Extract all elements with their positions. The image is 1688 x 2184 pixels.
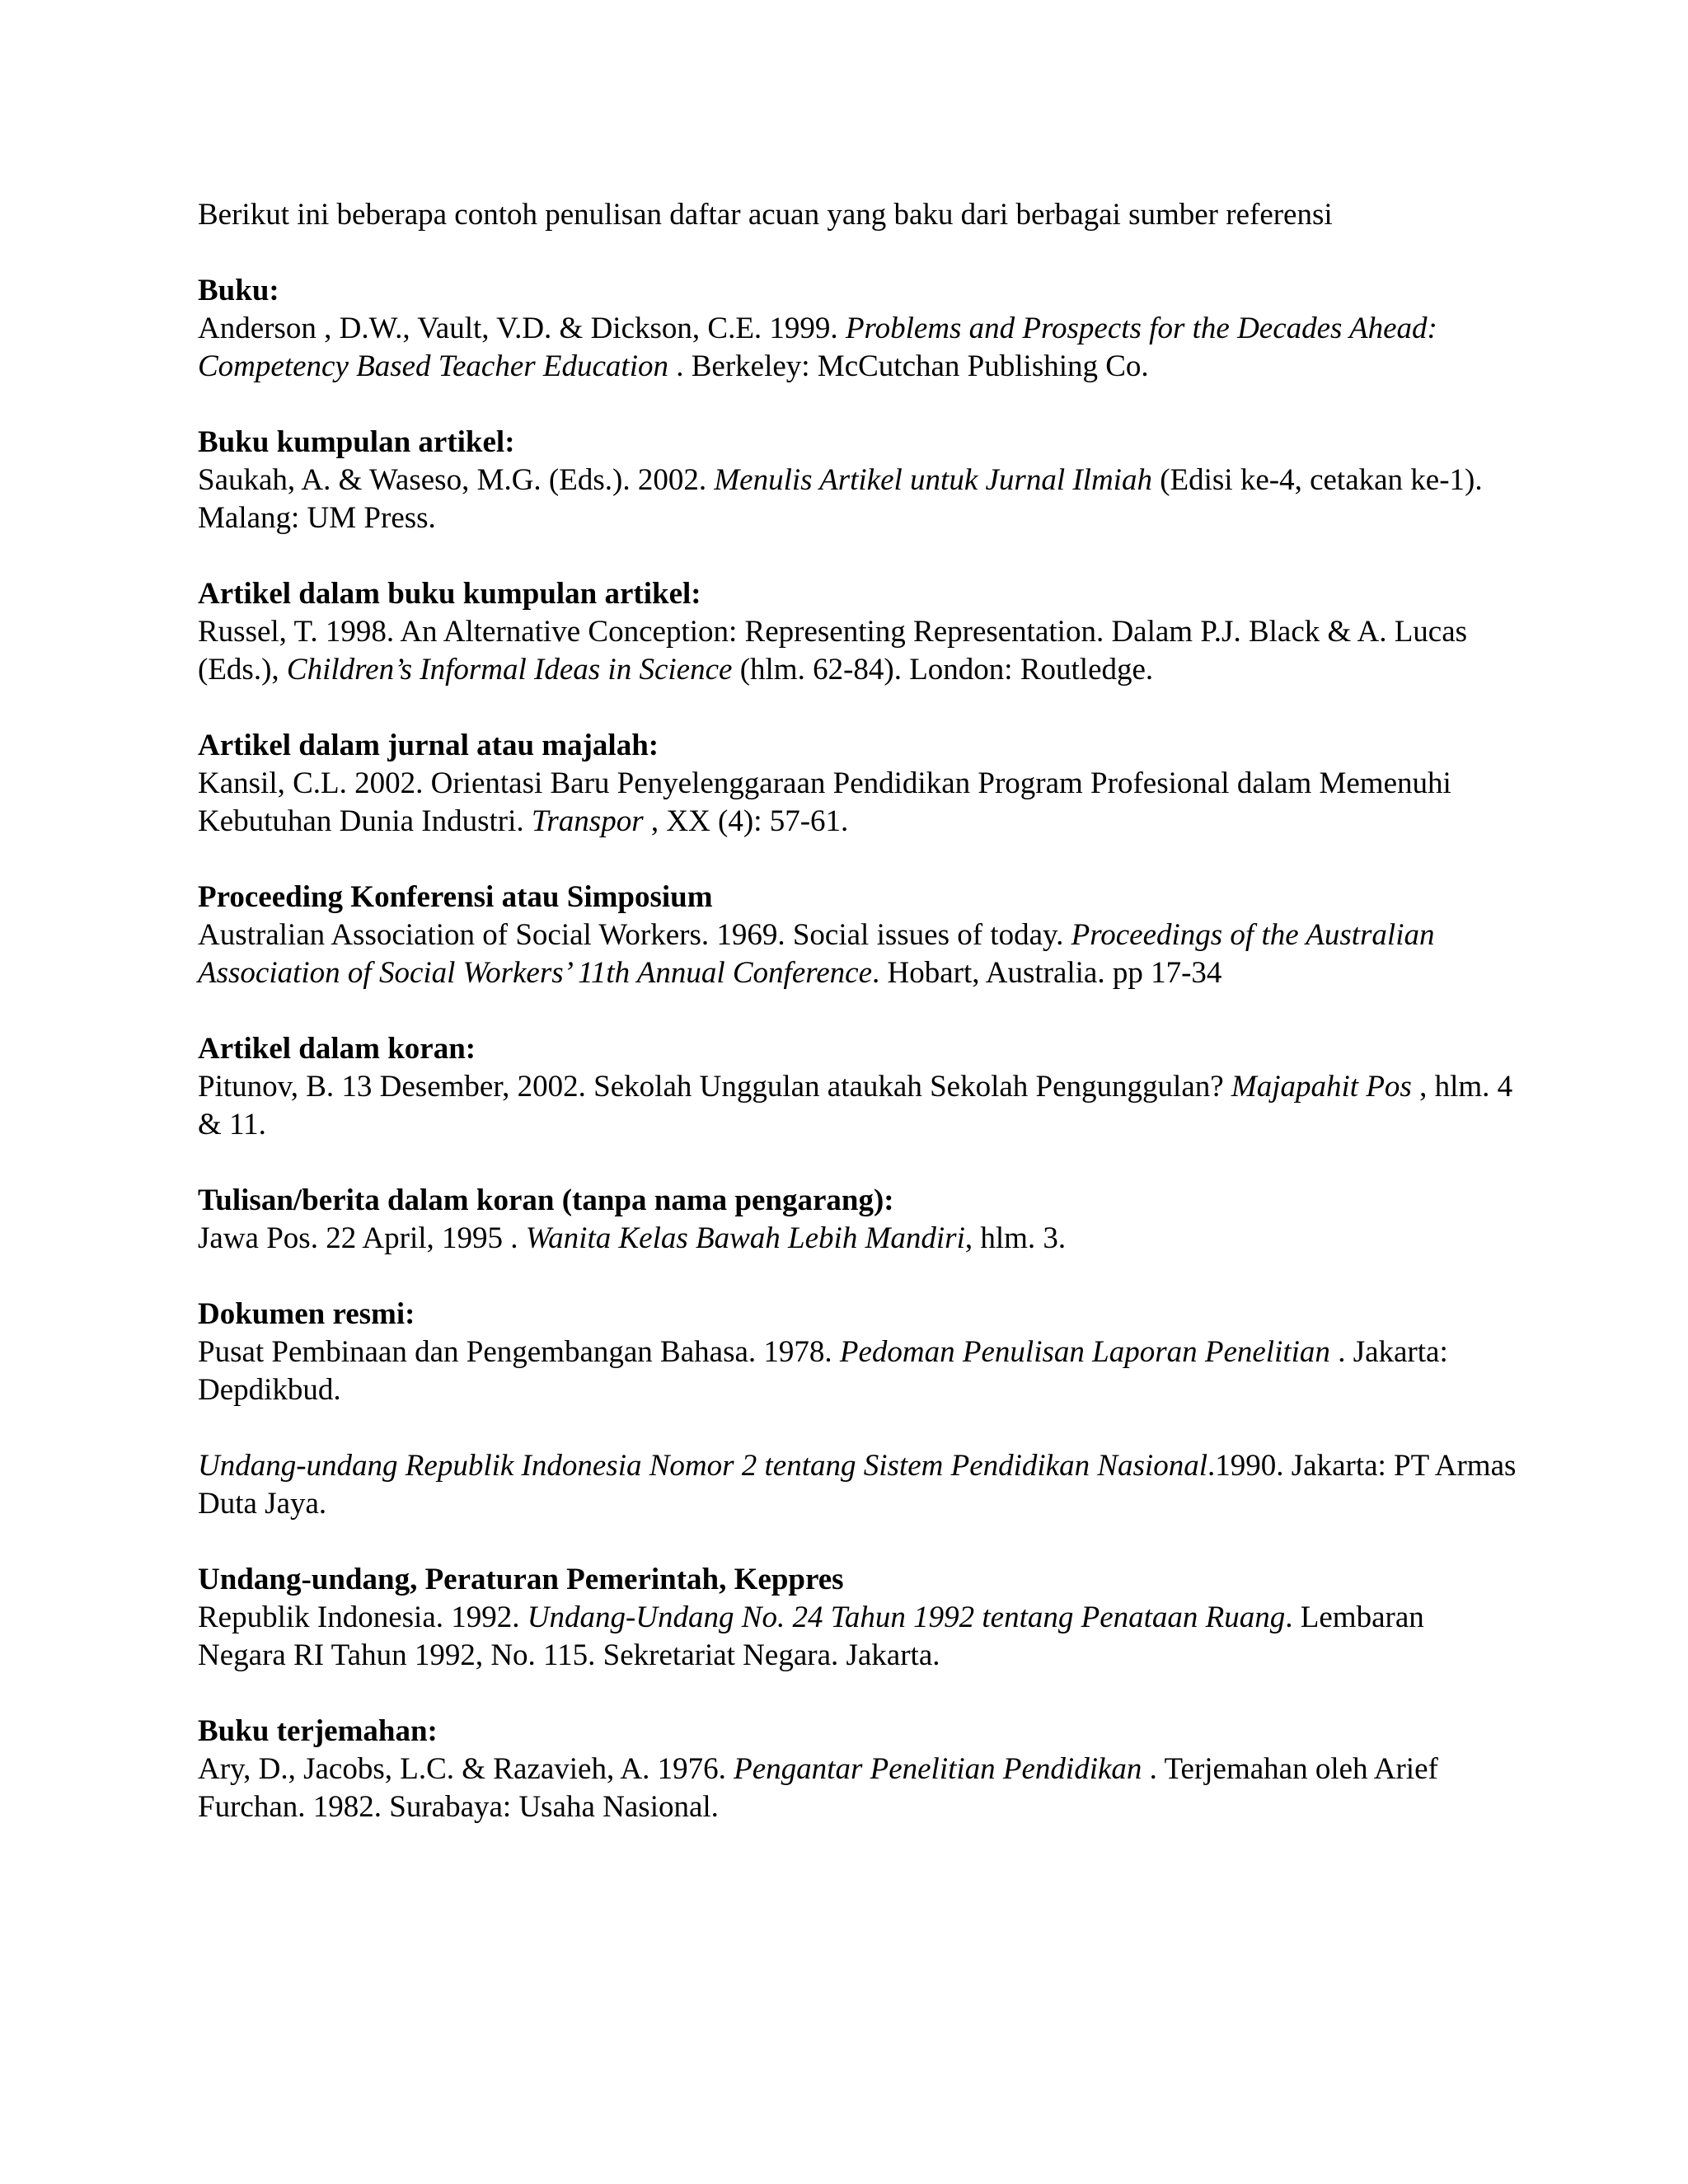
reference-title: Wanita Kelas Bawah Lebih Mandiri xyxy=(525,1221,965,1255)
reference-title: Pengantar Penelitian Pendidikan xyxy=(734,1752,1142,1786)
reference-entry: Ary, D., Jacobs, L.C. & Razavieh, A. 1976. Pengantar Penelitian Pendidikan . Terjemahan oleh Arief Furchan. 1982. Surabaya: Usaha Nasional. xyxy=(198,1752,1438,1824)
reference-title: Transpor xyxy=(531,804,644,838)
section-heading: Artikel dalam jurnal atau majalah: xyxy=(198,729,659,762)
section-berita xyxy=(198,1182,1517,1258)
section-proceeding xyxy=(198,879,1517,992)
document-page xyxy=(198,196,1517,1864)
reference-title: Proceedings of the Australian Association of Social Workers’ 11th Annual Conference xyxy=(198,918,1435,990)
section-buku-kumpulan xyxy=(198,424,1517,537)
reference-entry: Australian Association of Social Workers. 1969. Social issues of today. Proceedings of the Australian Association of Social Workers’ 11th Annual Conference. Hobart, Australia. pp 17-34 xyxy=(198,918,1435,990)
reference-title: Menulis Artikel untuk Jurnal Ilmiah xyxy=(714,463,1152,497)
reference-entry: Saukah, A. & Waseso, M.G. (Eds.). 2002. Menulis Artikel untuk Jurnal Ilmiah (Edisi ke-4, cetakan ke-1). Malang: UM Press. xyxy=(198,463,1483,535)
reference-title: Undang-undang Republik Indonesia Nomor 2 tentang Sistem Pendidikan Nasional xyxy=(198,1449,1207,1483)
section-heading: Proceeding Konferensi atau Simposium xyxy=(198,880,713,914)
section-heading: Buku: xyxy=(198,274,279,307)
section-terjemahan xyxy=(198,1713,1517,1826)
section-artikel-buku xyxy=(198,575,1517,689)
section-heading: Dokumen resmi: xyxy=(198,1297,415,1331)
reference-title: Pedoman Penulisan Laporan Penelitian xyxy=(839,1335,1330,1369)
reference-entry: Undang-undang Republik Indonesia Nomor 2 tentang Sistem Pendidikan Nasional.1990. Jakarta: PT Armas Duta Jaya. xyxy=(198,1449,1517,1521)
section-koran xyxy=(198,1030,1517,1144)
section-jurnal xyxy=(198,727,1517,841)
reference-entry: Republik Indonesia. 1992. Undang-Undang No. 24 Tahun 1992 tentang Penataan Ruang. Lembaran Negara RI Tahun 1992, No. 115. Sekretariat Negara. Jakarta. xyxy=(198,1601,1424,1672)
section-heading: Tulisan/berita dalam koran (tanpa nama pengarang): xyxy=(198,1183,894,1217)
section-undang xyxy=(198,1561,1517,1675)
reference-title: Majapahit Pos xyxy=(1231,1070,1412,1104)
reference-entry: Pitunov, B. 13 Desember, 2002. Sekolah Unggulan ataukah Sekolah Pengunggulan? Majapahit Pos , hlm. 4 & 11. xyxy=(198,1070,1513,1141)
reference-entry: Anderson , D.W., Vault, V.D. & Dickson, C.E. 1999. Problems and Prospects for the Decades Ahead: Competency Based Teacher Education . Berkeley: McCutchan Publishing Co. xyxy=(198,312,1437,383)
reference-title: Children’s Informal Ideas in Science xyxy=(286,653,733,687)
section-heading: Undang-undang, Peraturan Pemerintah, Keppres xyxy=(198,1563,844,1596)
intro-text: Berikut ini beberapa contoh penulisan daftar acuan yang baku dari berbagai sumber referensi xyxy=(198,198,1333,232)
section-buku xyxy=(198,272,1517,386)
section-dokumen xyxy=(198,1296,1517,1409)
section-uu-entry xyxy=(198,1447,1517,1523)
section-heading: Artikel dalam buku kumpulan artikel: xyxy=(198,577,701,611)
reference-title: Undang-Undang No. 24 Tahun 1992 tentang Penataan Ruang xyxy=(527,1601,1286,1634)
reference-entry: Russel, T. 1998. An Alternative Conception: Representing Representation. Dalam P.J. Black & A. Lucas (Eds.), Children’s Informal Ideas in Science (hlm. 62-84). London: Routledge. xyxy=(198,615,1468,687)
reference-title: Problems and Prospects for the Decades Ahead: Competency Based Teacher Education xyxy=(198,312,1437,383)
reference-entry: Kansil, C.L. 2002. Orientasi Baru Penyelenggaraan Pendidikan Program Profesional dalam Memenuhi Kebutuhan Dunia Industri. Transpor , XX (4): 57-61. xyxy=(198,766,1451,838)
reference-entry: Pusat Pembinaan dan Pengembangan Bahasa. 1978. Pedoman Penulisan Laporan Penelitian . Jakarta: Depdikbud. xyxy=(198,1335,1448,1407)
section-heading: Buku kumpulan artikel: xyxy=(198,425,515,459)
section-heading: Buku terjemahan: xyxy=(198,1714,438,1748)
reference-entry: Jawa Pos. 22 April, 1995 . Wanita Kelas Bawah Lebih Mandiri, hlm. 3. xyxy=(198,1221,1067,1255)
section-heading: Artikel dalam koran: xyxy=(198,1032,476,1066)
